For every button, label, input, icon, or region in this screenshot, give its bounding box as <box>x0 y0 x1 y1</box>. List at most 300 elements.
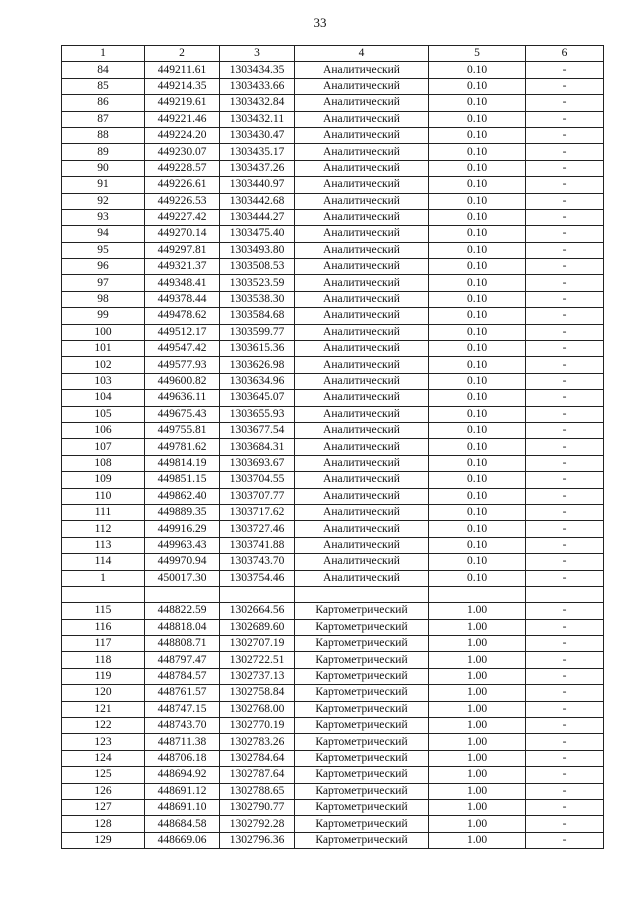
y-coordinate-cell: 1303493.80 <box>220 242 295 258</box>
note-cell <box>526 586 604 602</box>
accuracy-cell: 0.10 <box>429 160 526 176</box>
point-number-cell: 98 <box>62 291 145 307</box>
point-number-cell: 102 <box>62 357 145 373</box>
accuracy-cell: 0.10 <box>429 291 526 307</box>
y-coordinate-cell: 1303634.96 <box>220 373 295 389</box>
x-coordinate-cell: 449600.82 <box>145 373 220 389</box>
method-cell: Картометрический <box>295 750 429 766</box>
method-cell: Картометрический <box>295 668 429 684</box>
y-coordinate-cell: 1303444.27 <box>220 209 295 225</box>
accuracy-cell: 0.10 <box>429 275 526 291</box>
method-cell: Аналитический <box>295 406 429 422</box>
method-cell: Картометрический <box>295 718 429 734</box>
point-number-cell <box>62 586 145 602</box>
x-coordinate-cell: 449577.93 <box>145 357 220 373</box>
point-number-cell: 88 <box>62 127 145 143</box>
method-cell <box>295 586 429 602</box>
column-header: 4 <box>295 46 429 62</box>
accuracy-cell: 0.10 <box>429 341 526 357</box>
point-number-cell: 121 <box>62 701 145 717</box>
accuracy-cell: 0.10 <box>429 570 526 586</box>
table-row <box>62 701 604 717</box>
x-coordinate-cell: 449226.61 <box>145 177 220 193</box>
table-row <box>62 308 604 324</box>
accuracy-cell: 0.10 <box>429 537 526 553</box>
y-coordinate-cell: 1303435.17 <box>220 144 295 160</box>
table-row <box>62 439 604 455</box>
note-cell: - <box>526 291 604 307</box>
y-coordinate-cell: 1303707.77 <box>220 488 295 504</box>
x-coordinate-cell: 450017.30 <box>145 570 220 586</box>
table-row <box>62 242 604 258</box>
accuracy-cell: 0.10 <box>429 209 526 225</box>
accuracy-cell: 0.10 <box>429 488 526 504</box>
method-cell: Аналитический <box>295 537 429 553</box>
method-cell: Аналитический <box>295 127 429 143</box>
note-cell: - <box>526 636 604 652</box>
table-row <box>62 95 604 111</box>
table-row <box>62 832 604 848</box>
accuracy-cell: 1.00 <box>429 799 526 815</box>
x-coordinate-cell: 449970.94 <box>145 554 220 570</box>
note-cell: - <box>526 209 604 225</box>
y-coordinate-cell: 1302787.64 <box>220 767 295 783</box>
note-cell: - <box>526 341 604 357</box>
point-number-cell: 96 <box>62 259 145 275</box>
table-row <box>62 685 604 701</box>
method-cell: Картометрический <box>295 832 429 848</box>
accuracy-cell: 0.10 <box>429 472 526 488</box>
x-coordinate-cell: 448797.47 <box>145 652 220 668</box>
note-cell: - <box>526 799 604 815</box>
accuracy-cell: 0.10 <box>429 177 526 193</box>
method-cell: Аналитический <box>295 259 429 275</box>
point-number-cell: 91 <box>62 177 145 193</box>
accuracy-cell: 1.00 <box>429 636 526 652</box>
x-coordinate-cell: 449228.57 <box>145 160 220 176</box>
accuracy-cell: 1.00 <box>429 619 526 635</box>
y-coordinate-cell: 1303727.46 <box>220 521 295 537</box>
table-row <box>62 603 604 619</box>
x-coordinate-cell: 448761.57 <box>145 685 220 701</box>
accuracy-cell: 1.00 <box>429 701 526 717</box>
note-cell: - <box>526 62 604 78</box>
accuracy-cell: 0.10 <box>429 357 526 373</box>
method-cell: Аналитический <box>295 78 429 94</box>
table-row <box>62 193 604 209</box>
point-number-cell: 113 <box>62 537 145 553</box>
table-row <box>62 160 604 176</box>
table-row <box>62 357 604 373</box>
x-coordinate-cell: 449226.53 <box>145 193 220 209</box>
note-cell: - <box>526 718 604 734</box>
table-row <box>62 373 604 389</box>
y-coordinate-cell: 1302689.60 <box>220 619 295 635</box>
point-number-cell: 84 <box>62 62 145 78</box>
accuracy-cell: 1.00 <box>429 668 526 684</box>
x-coordinate-cell: 449219.61 <box>145 95 220 111</box>
y-coordinate-cell: 1303432.84 <box>220 95 295 111</box>
table-row <box>62 636 604 652</box>
point-number-cell: 129 <box>62 832 145 848</box>
note-cell: - <box>526 259 604 275</box>
method-cell: Аналитический <box>295 439 429 455</box>
point-number-cell: 120 <box>62 685 145 701</box>
method-cell: Картометрический <box>295 652 429 668</box>
note-cell: - <box>526 767 604 783</box>
column-header: 5 <box>429 46 526 62</box>
note-cell: - <box>526 390 604 406</box>
table-row <box>62 767 604 783</box>
note-cell: - <box>526 521 604 537</box>
table-row <box>62 619 604 635</box>
table-row <box>62 537 604 553</box>
x-coordinate-cell: 449814.19 <box>145 455 220 471</box>
point-number-cell: 119 <box>62 668 145 684</box>
point-number-cell: 99 <box>62 308 145 324</box>
table-row <box>62 455 604 471</box>
method-cell: Аналитический <box>295 95 429 111</box>
accuracy-cell: 0.10 <box>429 521 526 537</box>
note-cell: - <box>526 78 604 94</box>
y-coordinate-cell: 1303508.53 <box>220 259 295 275</box>
method-cell: Картометрический <box>295 685 429 701</box>
table-row <box>62 504 604 520</box>
table-row <box>62 422 604 438</box>
y-coordinate-cell: 1303655.93 <box>220 406 295 422</box>
note-cell: - <box>526 111 604 127</box>
y-coordinate-cell: 1303434.35 <box>220 62 295 78</box>
point-number-cell: 125 <box>62 767 145 783</box>
point-number-cell: 116 <box>62 619 145 635</box>
point-number-cell: 108 <box>62 455 145 471</box>
accuracy-cell: 0.10 <box>429 422 526 438</box>
point-number-cell: 110 <box>62 488 145 504</box>
accuracy-cell: 0.10 <box>429 242 526 258</box>
accuracy-cell: 0.10 <box>429 554 526 570</box>
method-cell: Аналитический <box>295 504 429 520</box>
method-cell: Картометрический <box>295 636 429 652</box>
method-cell: Аналитический <box>295 226 429 242</box>
point-number-cell: 93 <box>62 209 145 225</box>
point-number-cell: 109 <box>62 472 145 488</box>
x-coordinate-cell: 449321.37 <box>145 259 220 275</box>
point-number-cell: 123 <box>62 734 145 750</box>
method-cell: Аналитический <box>295 291 429 307</box>
table-row <box>62 291 604 307</box>
x-coordinate-cell: 449851.15 <box>145 472 220 488</box>
table-row <box>62 816 604 832</box>
y-coordinate-cell: 1303743.70 <box>220 554 295 570</box>
method-cell: Аналитический <box>295 570 429 586</box>
note-cell: - <box>526 439 604 455</box>
x-coordinate-cell: 448706.18 <box>145 750 220 766</box>
y-coordinate-cell: 1303433.66 <box>220 78 295 94</box>
note-cell: - <box>526 488 604 504</box>
x-coordinate-cell: 448711.38 <box>145 734 220 750</box>
table-row <box>62 718 604 734</box>
y-coordinate-cell: 1303475.40 <box>220 226 295 242</box>
y-coordinate-cell: 1303430.47 <box>220 127 295 143</box>
note-cell: - <box>526 275 604 291</box>
y-coordinate-cell: 1303440.97 <box>220 177 295 193</box>
x-coordinate-cell: 448822.59 <box>145 603 220 619</box>
x-coordinate-cell: 449221.46 <box>145 111 220 127</box>
note-cell: - <box>526 472 604 488</box>
y-coordinate-cell: 1303442.68 <box>220 193 295 209</box>
point-number-cell: 115 <box>62 603 145 619</box>
y-coordinate-cell: 1302783.26 <box>220 734 295 750</box>
point-number-cell: 89 <box>62 144 145 160</box>
note-cell: - <box>526 652 604 668</box>
table-row <box>62 799 604 815</box>
accuracy-cell: 1.00 <box>429 652 526 668</box>
method-cell: Аналитический <box>295 160 429 176</box>
table-row <box>62 341 604 357</box>
point-number-cell: 100 <box>62 324 145 340</box>
point-number-cell: 90 <box>62 160 145 176</box>
note-cell: - <box>526 685 604 701</box>
table-row <box>62 570 604 586</box>
point-number-cell: 127 <box>62 799 145 815</box>
y-coordinate-cell: 1303538.30 <box>220 291 295 307</box>
table-row <box>62 668 604 684</box>
method-cell: Аналитический <box>295 62 429 78</box>
point-number-cell: 114 <box>62 554 145 570</box>
method-cell: Аналитический <box>295 177 429 193</box>
point-number-cell: 86 <box>62 95 145 111</box>
y-coordinate-cell: 1303693.67 <box>220 455 295 471</box>
y-coordinate-cell <box>220 586 295 602</box>
accuracy-cell: 0.10 <box>429 193 526 209</box>
x-coordinate-cell: 449297.81 <box>145 242 220 258</box>
accuracy-cell: 1.00 <box>429 750 526 766</box>
y-coordinate-cell: 1303615.36 <box>220 341 295 357</box>
accuracy-cell: 1.00 <box>429 603 526 619</box>
x-coordinate-cell: 448691.10 <box>145 799 220 815</box>
x-coordinate-cell: 449636.11 <box>145 390 220 406</box>
method-cell: Аналитический <box>295 422 429 438</box>
note-cell: - <box>526 160 604 176</box>
y-coordinate-cell: 1303717.62 <box>220 504 295 520</box>
table-row <box>62 488 604 504</box>
x-coordinate-cell: 448818.04 <box>145 619 220 635</box>
x-coordinate-cell: 448694.92 <box>145 767 220 783</box>
table-row <box>62 521 604 537</box>
accuracy-cell: 0.10 <box>429 373 526 389</box>
note-cell: - <box>526 619 604 635</box>
y-coordinate-cell: 1302768.00 <box>220 701 295 717</box>
point-number-cell: 104 <box>62 390 145 406</box>
y-coordinate-cell: 1303584.68 <box>220 308 295 324</box>
note-cell: - <box>526 242 604 258</box>
accuracy-cell: 0.10 <box>429 406 526 422</box>
accuracy-cell: 1.00 <box>429 816 526 832</box>
note-cell: - <box>526 734 604 750</box>
x-coordinate-cell: 449781.62 <box>145 439 220 455</box>
y-coordinate-cell: 1302784.64 <box>220 750 295 766</box>
point-number-cell: 107 <box>62 439 145 455</box>
point-number-cell: 106 <box>62 422 145 438</box>
note-cell: - <box>526 177 604 193</box>
table-row <box>62 652 604 668</box>
x-coordinate-cell: 449227.42 <box>145 209 220 225</box>
x-coordinate-cell: 449211.61 <box>145 62 220 78</box>
y-coordinate-cell: 1302790.77 <box>220 799 295 815</box>
method-cell: Аналитический <box>295 357 429 373</box>
point-number-cell: 95 <box>62 242 145 258</box>
note-cell: - <box>526 504 604 520</box>
method-cell: Картометрический <box>295 783 429 799</box>
y-coordinate-cell: 1302796.36 <box>220 832 295 848</box>
point-number-cell: 94 <box>62 226 145 242</box>
x-coordinate-cell: 449478.62 <box>145 308 220 324</box>
x-coordinate-cell: 449378.44 <box>145 291 220 307</box>
x-coordinate-cell: 449348.41 <box>145 275 220 291</box>
y-coordinate-cell: 1303677.54 <box>220 422 295 438</box>
note-cell: - <box>526 95 604 111</box>
point-number-cell: 97 <box>62 275 145 291</box>
method-cell: Аналитический <box>295 341 429 357</box>
note-cell: - <box>526 308 604 324</box>
table-row <box>62 111 604 127</box>
accuracy-cell: 0.10 <box>429 111 526 127</box>
note-cell: - <box>526 816 604 832</box>
method-cell: Картометрический <box>295 799 429 815</box>
note-cell: - <box>526 422 604 438</box>
column-header: 2 <box>145 46 220 62</box>
accuracy-cell: 0.10 <box>429 78 526 94</box>
table-row <box>62 750 604 766</box>
note-cell: - <box>526 570 604 586</box>
accuracy-cell: 0.10 <box>429 390 526 406</box>
note-cell: - <box>526 193 604 209</box>
point-number-cell: 1 <box>62 570 145 586</box>
method-cell: Аналитический <box>295 390 429 406</box>
note-cell: - <box>526 537 604 553</box>
table-row <box>62 144 604 160</box>
y-coordinate-cell: 1303704.55 <box>220 472 295 488</box>
note-cell: - <box>526 603 604 619</box>
accuracy-cell: 0.10 <box>429 95 526 111</box>
method-cell: Аналитический <box>295 275 429 291</box>
table-row <box>62 783 604 799</box>
accuracy-cell: 1.00 <box>429 783 526 799</box>
point-number-cell: 85 <box>62 78 145 94</box>
method-cell: Аналитический <box>295 488 429 504</box>
method-cell: Аналитический <box>295 373 429 389</box>
y-coordinate-cell: 1303645.07 <box>220 390 295 406</box>
y-coordinate-cell: 1302737.13 <box>220 668 295 684</box>
accuracy-cell: 0.10 <box>429 504 526 520</box>
x-coordinate-cell: 449675.43 <box>145 406 220 422</box>
y-coordinate-cell: 1303432.11 <box>220 111 295 127</box>
table-header-row <box>62 46 604 62</box>
table-row <box>62 127 604 143</box>
table-body <box>62 62 604 849</box>
accuracy-cell: 0.10 <box>429 259 526 275</box>
point-number-cell: 87 <box>62 111 145 127</box>
accuracy-cell: 0.10 <box>429 226 526 242</box>
table-row <box>62 586 604 602</box>
table-row <box>62 406 604 422</box>
note-cell: - <box>526 406 604 422</box>
point-number-cell: 92 <box>62 193 145 209</box>
x-coordinate-cell: 449512.17 <box>145 324 220 340</box>
table-row <box>62 275 604 291</box>
point-number-cell: 117 <box>62 636 145 652</box>
accuracy-cell: 1.00 <box>429 734 526 750</box>
accuracy-cell <box>429 586 526 602</box>
accuracy-cell: 0.10 <box>429 439 526 455</box>
note-cell: - <box>526 668 604 684</box>
accuracy-cell: 1.00 <box>429 767 526 783</box>
accuracy-cell: 0.10 <box>429 127 526 143</box>
point-number-cell: 111 <box>62 504 145 520</box>
method-cell: Аналитический <box>295 209 429 225</box>
note-cell: - <box>526 455 604 471</box>
point-number-cell: 103 <box>62 373 145 389</box>
accuracy-cell: 0.10 <box>429 455 526 471</box>
point-number-cell: 112 <box>62 521 145 537</box>
method-cell: Аналитический <box>295 144 429 160</box>
method-cell: Картометрический <box>295 816 429 832</box>
table-row <box>62 177 604 193</box>
x-coordinate-cell: 448684.58 <box>145 816 220 832</box>
y-coordinate-cell: 1302664.56 <box>220 603 295 619</box>
y-coordinate-cell: 1303741.88 <box>220 537 295 553</box>
table-row <box>62 734 604 750</box>
x-coordinate-cell: 448784.57 <box>145 668 220 684</box>
method-cell: Аналитический <box>295 193 429 209</box>
accuracy-cell: 0.10 <box>429 144 526 160</box>
method-cell: Картометрический <box>295 767 429 783</box>
note-cell: - <box>526 701 604 717</box>
method-cell: Картометрический <box>295 734 429 750</box>
method-cell: Картометрический <box>295 619 429 635</box>
table-row <box>62 259 604 275</box>
x-coordinate-cell: 449230.07 <box>145 144 220 160</box>
y-coordinate-cell: 1303626.98 <box>220 357 295 373</box>
coordinates-table <box>61 45 604 849</box>
accuracy-cell: 0.10 <box>429 62 526 78</box>
table-row <box>62 390 604 406</box>
table-row <box>62 209 604 225</box>
point-number-cell: 122 <box>62 718 145 734</box>
note-cell: - <box>526 783 604 799</box>
table-row <box>62 226 604 242</box>
note-cell: - <box>526 750 604 766</box>
table-row <box>62 554 604 570</box>
method-cell: Аналитический <box>295 111 429 127</box>
x-coordinate-cell: 449963.43 <box>145 537 220 553</box>
table-row <box>62 472 604 488</box>
method-cell: Аналитический <box>295 472 429 488</box>
y-coordinate-cell: 1303437.26 <box>220 160 295 176</box>
note-cell: - <box>526 226 604 242</box>
table-row <box>62 324 604 340</box>
page-number: 33 <box>313 15 327 30</box>
note-cell: - <box>526 127 604 143</box>
method-cell: Аналитический <box>295 242 429 258</box>
x-coordinate-cell: 448808.71 <box>145 636 220 652</box>
method-cell: Картометрический <box>295 603 429 619</box>
y-coordinate-cell: 1303523.59 <box>220 275 295 291</box>
point-number-cell: 128 <box>62 816 145 832</box>
table-row <box>62 62 604 78</box>
point-number-cell: 101 <box>62 341 145 357</box>
accuracy-cell: 0.10 <box>429 324 526 340</box>
